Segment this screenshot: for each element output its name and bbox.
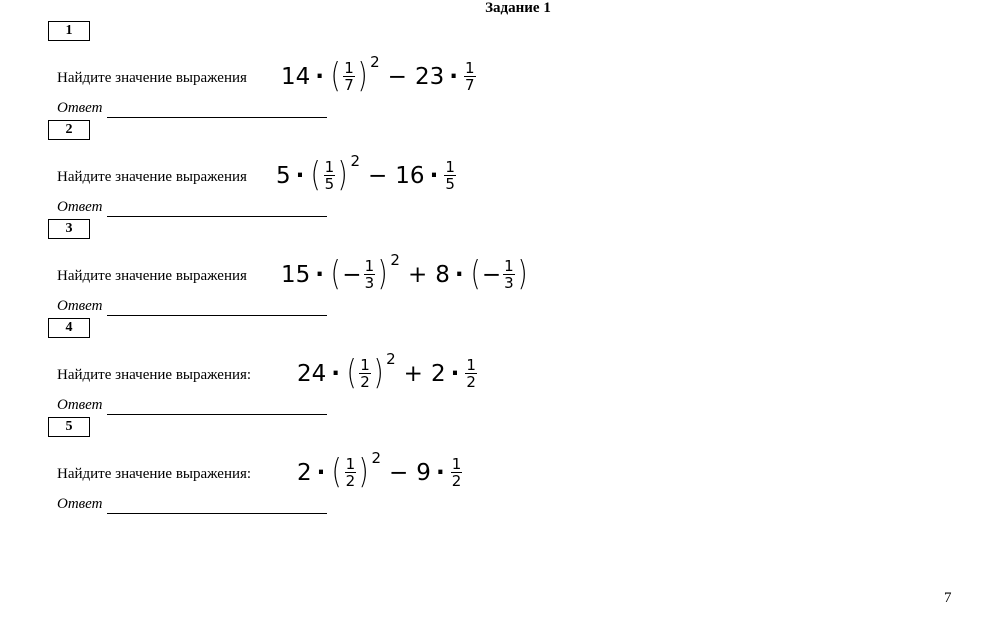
right-paren: ) bbox=[357, 56, 368, 96]
multiply-dot: · bbox=[315, 64, 325, 90]
fraction bbox=[324, 160, 336, 192]
coefficient: 14 bbox=[281, 64, 311, 90]
exponent: 2 bbox=[370, 53, 380, 71]
multiply-dot: · bbox=[429, 163, 439, 189]
coefficient: 24 bbox=[297, 361, 327, 387]
multiply-dot: · bbox=[315, 262, 325, 288]
minus-sign: − bbox=[342, 262, 362, 288]
answer-label: Ответ bbox=[57, 199, 103, 215]
multiply-dot: · bbox=[295, 163, 305, 189]
coefficient: 5 bbox=[276, 163, 291, 189]
multiply-dot: · bbox=[316, 460, 326, 486]
fraction bbox=[364, 259, 376, 291]
denominator: 2 bbox=[451, 472, 462, 490]
left-paren: ( bbox=[470, 254, 481, 294]
left-paren: ( bbox=[332, 452, 342, 492]
right-paren: ) bbox=[337, 155, 348, 195]
coefficient: 9 bbox=[416, 460, 431, 486]
operator: + bbox=[407, 262, 428, 288]
fraction bbox=[464, 61, 476, 93]
answer-field[interactable] bbox=[107, 216, 327, 217]
multiply-dot: · bbox=[450, 361, 460, 387]
right-paren: ) bbox=[517, 254, 528, 294]
task-1 bbox=[0, 21, 1001, 120]
fraction bbox=[451, 457, 463, 489]
task-number: 3 bbox=[48, 219, 90, 239]
answer-field[interactable] bbox=[107, 513, 327, 514]
denominator: 3 bbox=[364, 274, 375, 292]
task-prompt: Найдите значение выражения bbox=[57, 169, 247, 185]
task-number: 4 bbox=[48, 318, 90, 338]
fraction bbox=[444, 160, 456, 192]
denominator: 5 bbox=[324, 175, 335, 193]
operator: − bbox=[368, 163, 388, 189]
left-paren: ( bbox=[330, 56, 341, 96]
multiply-dot: · bbox=[454, 262, 464, 288]
math-expression bbox=[297, 443, 463, 503]
math-expression bbox=[297, 344, 478, 404]
coefficient: 2 bbox=[297, 460, 312, 486]
numerator: 1 bbox=[451, 455, 462, 473]
denominator: 2 bbox=[345, 472, 356, 490]
task-prompt: Найдите значение выражения: bbox=[57, 466, 252, 482]
numerator: 1 bbox=[324, 158, 335, 176]
page-title: Задание 1 bbox=[485, 0, 551, 16]
denominator: 7 bbox=[344, 76, 354, 94]
left-paren: ( bbox=[346, 353, 357, 393]
multiply-dot: · bbox=[449, 64, 458, 90]
numerator: 1 bbox=[344, 59, 354, 77]
denominator: 2 bbox=[466, 373, 476, 391]
page-number: 7 bbox=[944, 590, 952, 606]
coefficient: 8 bbox=[435, 262, 450, 288]
operator: − bbox=[387, 64, 407, 90]
coefficient: 15 bbox=[281, 262, 311, 288]
numerator: 1 bbox=[466, 356, 476, 374]
fraction bbox=[503, 259, 515, 291]
numerator: 1 bbox=[360, 356, 370, 374]
coefficient: 2 bbox=[430, 361, 446, 387]
left-paren: ( bbox=[330, 254, 341, 294]
task-prompt: Найдите значение выражения bbox=[57, 268, 247, 284]
operator: − bbox=[389, 460, 409, 486]
task-4 bbox=[0, 318, 1001, 417]
denominator: 3 bbox=[504, 274, 514, 292]
task-number: 1 bbox=[48, 21, 90, 41]
numerator: 1 bbox=[504, 257, 514, 275]
answer-label: Ответ bbox=[57, 100, 103, 116]
coefficient: 23 bbox=[414, 64, 445, 90]
answer-field[interactable] bbox=[107, 117, 327, 118]
right-paren: ) bbox=[373, 353, 384, 393]
coefficient: 16 bbox=[395, 163, 425, 189]
denominator: 5 bbox=[445, 175, 455, 193]
fraction bbox=[343, 61, 355, 93]
task-3 bbox=[0, 219, 1001, 318]
numerator: 1 bbox=[445, 158, 455, 176]
numerator: 1 bbox=[464, 59, 475, 77]
right-paren: ) bbox=[358, 452, 369, 492]
task-prompt: Найдите значение выражения: bbox=[57, 367, 252, 383]
fraction bbox=[359, 358, 371, 390]
numerator: 1 bbox=[364, 257, 375, 275]
task-number: 2 bbox=[48, 120, 90, 140]
task-number: 5 bbox=[48, 417, 90, 437]
denominator: 2 bbox=[360, 373, 370, 391]
math-expression bbox=[281, 245, 529, 305]
answer-field[interactable] bbox=[107, 315, 327, 316]
task-2 bbox=[0, 120, 1001, 219]
fraction bbox=[465, 358, 477, 390]
fraction bbox=[345, 457, 357, 489]
math-expression bbox=[281, 47, 477, 107]
exponent: 2 bbox=[386, 350, 396, 368]
task-5 bbox=[0, 417, 1001, 516]
exponent: 2 bbox=[350, 152, 361, 170]
exponent: 2 bbox=[390, 251, 400, 269]
multiply-dot: · bbox=[331, 361, 341, 387]
right-paren: ) bbox=[377, 254, 388, 294]
numerator: 1 bbox=[345, 455, 356, 473]
math-expression bbox=[276, 146, 457, 206]
exponent: 2 bbox=[371, 449, 382, 467]
answer-label: Ответ bbox=[57, 298, 103, 314]
task-prompt: Найдите значение выражения bbox=[57, 70, 247, 86]
minus-sign: − bbox=[481, 262, 502, 288]
left-paren: ( bbox=[311, 155, 321, 195]
answer-field[interactable] bbox=[107, 414, 327, 415]
answer-label: Ответ bbox=[57, 397, 103, 413]
answer-label: Ответ bbox=[57, 496, 103, 512]
denominator: 7 bbox=[464, 76, 475, 94]
operator: + bbox=[403, 361, 423, 387]
multiply-dot: · bbox=[435, 460, 445, 486]
